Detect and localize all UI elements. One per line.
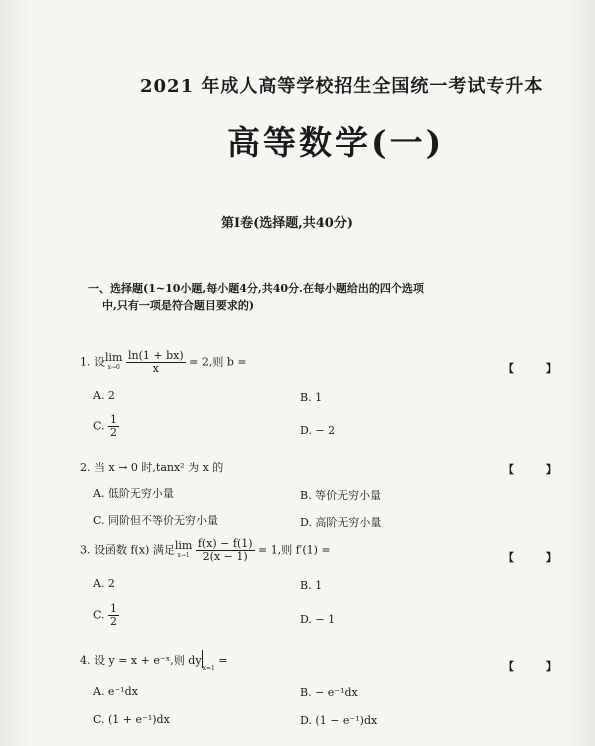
- answer-bracket-1: 【 】: [503, 362, 571, 375]
- option-4-d: D. (1 − e⁻¹)dx: [300, 714, 378, 727]
- part-heading: 第Ⅰ卷(选择题,共40分): [221, 216, 353, 231]
- question-2: 2. 当 x → 0 时,tanx² 为 x 的: [80, 461, 224, 474]
- option-3-a: A. 2: [93, 577, 115, 590]
- fraction: $\frac{\ln(1 + bx)}{x}$: [127, 349, 184, 375]
- option-3-c: C. $\frac{1}{2}$: [93, 602, 118, 628]
- exam-title: 2021 年成人高等学校招生全国统一考试专升本: [140, 76, 544, 97]
- question-1-suffix: = 2,则 b =: [189, 355, 247, 369]
- section-instructions-line1: 一、选择题(1~10小题,每小题4分,共40分.在每小题给出的四个选项: [88, 282, 424, 295]
- question-1: [80, 350, 247, 375]
- evaluation-bar: x=1: [202, 650, 215, 672]
- option-2-c: C. 同阶但不等价无穷小量: [93, 514, 219, 527]
- option-1-a: A. 2: [93, 389, 115, 402]
- option-3-b: B. 1: [300, 579, 323, 592]
- subject-title: 高等数学(一): [227, 123, 445, 162]
- option-1-c: C. $\frac{1}{2}$: [93, 413, 118, 439]
- option-1-d: D. − 2: [300, 424, 336, 437]
- section-instructions-line2: 中,只有一项是符合题目要求的): [102, 299, 255, 312]
- question-1-prefix: 1. 设: [80, 355, 105, 369]
- question-4: 4. 设 y = x + e⁻ˣ,则 $dy_{x=1}$ =: [80, 650, 228, 672]
- answer-bracket-2: 【 】: [503, 463, 571, 476]
- option-2-a: A. 低阶无穷小量: [93, 487, 174, 500]
- option-4-b: B. − e⁻¹dx: [300, 686, 358, 699]
- option-2-b: B. 等价无穷小量: [300, 489, 382, 502]
- question-3: 3. 设函数 f(x) 满足lim x→1 $\frac{f(x) - f(1)}{2(x - 1)}$ = 1,则 f′(1) =: [80, 537, 331, 563]
- limit-symbol: lim x→1: [174, 538, 193, 559]
- option-3-d: D. − 1: [300, 613, 336, 626]
- option-4-a: A. e⁻¹dx: [93, 685, 138, 698]
- option-1-b: B. 1: [300, 391, 323, 404]
- option-2-d: D. 高阶无穷小量: [300, 516, 382, 529]
- fraction: $\frac{f(x) - f(1)}{2(x - 1)}$: [197, 537, 253, 563]
- section-instructions: [88, 280, 424, 314]
- option-4-c: C. (1 + e⁻¹)dx: [93, 713, 170, 726]
- answer-bracket-3: 【 】: [503, 551, 571, 564]
- answer-bracket-4: 【 】: [503, 660, 571, 673]
- limit-symbol: lim x→0: [105, 350, 123, 371]
